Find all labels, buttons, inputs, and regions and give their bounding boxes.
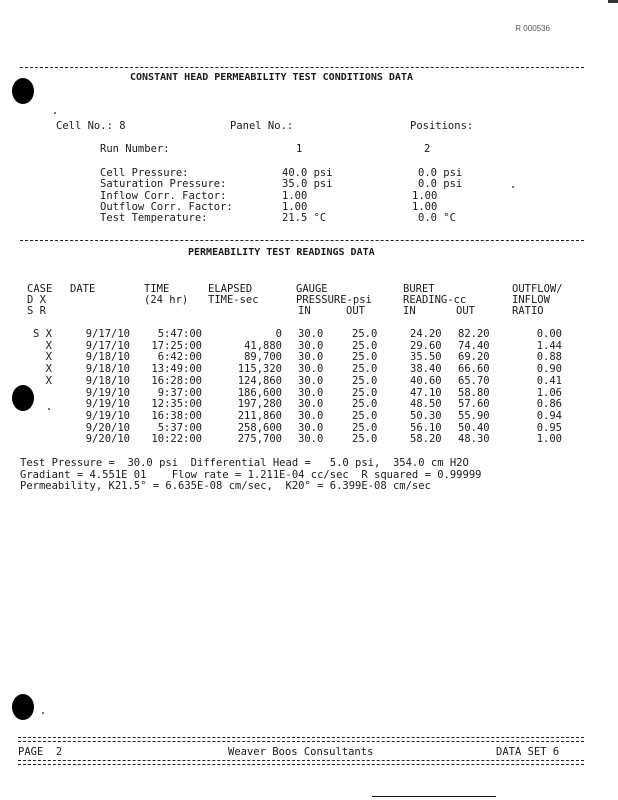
condition-value-run1: 1.00 (282, 190, 308, 202)
summary-line-1: Test Pressure = 30.0 psi Differential Head = 5.0 psi, 354.0 cm H2O (20, 457, 469, 469)
header-case: CASE (27, 283, 53, 295)
cell-gauge-in: 30.0 (298, 433, 324, 446)
cell-buret-in: 38.40 (410, 363, 442, 376)
cell-time: 13:49:00 (151, 363, 202, 376)
condition-label: Outflow Corr. Factor: (100, 201, 233, 213)
punch-hole-top (12, 78, 34, 104)
document-id: R 000536 (515, 24, 550, 33)
cell-case: X (45, 339, 52, 352)
cell-time: 6:42:00 (157, 351, 202, 364)
cell-time: 5:47:00 (157, 328, 202, 340)
cell-elapsed: 186,600 (237, 386, 282, 399)
header-time: TIME (144, 283, 170, 295)
cell-ratio: 1.44 (536, 339, 562, 352)
punch-hole-bottom (12, 694, 34, 720)
cell-buret-out: 82.20 (458, 328, 490, 340)
run-number-label: Run Number: (100, 143, 170, 155)
summary-line-3: Permeability, K21.5° = 6.635E-08 cm/sec, K20° = 6.399E-08 cm/sec (20, 480, 431, 492)
cell-ratio: 1.00 (536, 433, 562, 446)
cell-time: 5:37:00 (157, 421, 202, 434)
cell-date: 9/18/10 (85, 363, 130, 376)
cell-buret-in: 40.60 (410, 374, 442, 387)
cell-time: 12:35:00 (151, 398, 202, 411)
header-date: DATE (70, 283, 96, 295)
cell-gauge-out: 25.0 (352, 433, 378, 446)
cell-gauge-out: 25.0 (352, 421, 378, 434)
cell-gauge-in: 30.0 (298, 363, 324, 376)
cell-time: 16:28:00 (151, 374, 202, 387)
cell-buret-out: 50.40 (458, 421, 490, 434)
cell-gauge-in: 30.0 (298, 328, 324, 340)
cell-gauge-out: 25.0 (352, 374, 378, 387)
cell-ratio: 1.06 (536, 386, 562, 399)
cell-case: X (45, 351, 52, 364)
cell-case: S X (33, 328, 52, 340)
cell-gauge-out: 25.0 (352, 351, 378, 364)
scan-speck (54, 112, 56, 114)
cell-time: 10:22:00 (151, 433, 202, 446)
header-gauge-in: IN (298, 305, 311, 317)
summary-line-2: Gradiant = 4.551E 01 Flow rate = 1.211E-04 cc/sec R squared = 0.99999 (20, 469, 482, 481)
cell-date: 9/18/10 (85, 351, 130, 364)
cell-ratio: 0.95 (536, 421, 562, 434)
condition-value-run1: 35.0 psi (282, 178, 333, 190)
cell-gauge-out: 25.0 (352, 398, 378, 411)
condition-value-run1: 1.00 (282, 201, 308, 213)
cell-buret-in: 56.10 (410, 421, 442, 434)
scan-speck (48, 408, 50, 410)
signature-line (372, 796, 496, 797)
run-value-2: 2 (424, 143, 431, 155)
run-value-1: 1 (296, 143, 303, 155)
condition-value-run2: 1.00 (412, 190, 438, 202)
positions-label: Positions: (410, 120, 474, 132)
cell-buret-in: 58.20 (410, 433, 442, 446)
header-elapsed-unit: TIME-sec (208, 294, 259, 306)
panel-number: Panel No.: (230, 120, 294, 132)
cell-date: 9/19/10 (85, 386, 130, 399)
cell-date: 9/18/10 (85, 374, 130, 387)
cell-elapsed: 0 (275, 328, 282, 340)
condition-label: Cell Pressure: (100, 167, 189, 179)
cell-gauge-in: 30.0 (298, 351, 324, 364)
condition-label: Inflow Corr. Factor: (100, 190, 227, 202)
cell-buret-out: 65.70 (458, 374, 490, 387)
condition-value-run1: 21.5 °C (282, 212, 327, 224)
header-gauge-unit: PRESSURE-psi (296, 294, 372, 306)
cell-date: 9/17/10 (85, 339, 130, 352)
header-gauge: GAUGE (296, 283, 328, 295)
footer-company: Weaver Boos Consultants (228, 746, 374, 758)
header-ratio-label: RATIO (512, 305, 544, 317)
footer-page: PAGE 2 (18, 746, 63, 758)
cell-time: 16:38:00 (151, 409, 202, 422)
cell-ratio: 0.94 (536, 409, 562, 422)
cell-gauge-out: 25.0 (352, 339, 378, 352)
cell-buret-in: 29.60 (410, 339, 442, 352)
punch-hole-middle (12, 385, 34, 411)
cell-gauge-out: 25.0 (352, 328, 378, 340)
cell-buret-in: 50.30 (410, 409, 442, 422)
scan-speck (42, 712, 44, 714)
top-divider (20, 67, 584, 68)
header-ratio-inflow: INFLOW (512, 294, 550, 306)
cell-buret-out: 48.30 (458, 433, 490, 446)
middle-divider (20, 240, 584, 241)
condition-label: Saturation Pressure: (100, 178, 227, 190)
cell-gauge-in: 30.0 (298, 421, 324, 434)
cell-gauge-in: 30.0 (298, 409, 324, 422)
cell-ratio: 0.86 (536, 398, 562, 411)
cell-gauge-out: 25.0 (352, 409, 378, 422)
cell-elapsed: 258,600 (237, 421, 282, 434)
cell-gauge-in: 30.0 (298, 339, 324, 352)
cell-elapsed: 124,860 (237, 374, 282, 387)
cell-time: 17:25:00 (151, 339, 202, 352)
cell-elapsed: 275,700 (237, 433, 282, 446)
header-time-unit: (24 hr) (144, 294, 189, 306)
cell-elapsed: 211,860 (237, 409, 282, 422)
conditions-title: CONSTANT HEAD PERMEABILITY TEST CONDITIONS DATA (130, 72, 413, 83)
condition-value-run2: 0.0 psi (418, 178, 463, 190)
cell-case: X (45, 374, 52, 387)
cell-date: 9/20/10 (85, 433, 130, 446)
cell-date: 9/17/10 (85, 328, 130, 340)
cell-buret-out: 66.60 (458, 363, 490, 376)
cell-buret-in: 24.20 (410, 328, 442, 340)
cell-gauge-in: 30.0 (298, 386, 324, 399)
header-buret: BURET (403, 283, 435, 295)
cell-buret-in: 47.10 (410, 386, 442, 399)
scan-speck (512, 186, 514, 188)
cell-elapsed: 197,280 (237, 398, 282, 411)
cell-buret-out: 74.40 (458, 339, 490, 352)
header-ratio: OUTFLOW/ (512, 283, 563, 295)
cell-elapsed: 115,320 (237, 363, 282, 376)
cell-elapsed: 89,700 (244, 351, 282, 364)
header-gauge-out: OUT (346, 305, 365, 317)
condition-value-run2: 1.00 (412, 201, 438, 213)
cell-buret-in: 35.50 (410, 351, 442, 364)
header-case-sr: S R (27, 305, 46, 317)
header-buret-out: OUT (456, 305, 475, 317)
cell-gauge-in: 30.0 (298, 374, 324, 387)
header-case-dx: D X (27, 294, 46, 306)
condition-label: Test Temperature: (100, 212, 208, 224)
cell-ratio: 0.41 (536, 374, 562, 387)
condition-value-run2: 0.0 psi (418, 167, 463, 179)
footer-dataset: DATA SET 6 (496, 746, 560, 758)
cell-buret-out: 58.80 (458, 386, 490, 399)
footer-bottom-rule (18, 760, 584, 765)
cell-number: Cell No.: 8 (56, 120, 126, 132)
header-buret-in: IN (403, 305, 416, 317)
cell-date: 9/19/10 (85, 398, 130, 411)
condition-value-run1: 40.0 psi (282, 167, 333, 179)
cell-ratio: 0.90 (536, 363, 562, 376)
cell-gauge-out: 25.0 (352, 363, 378, 376)
corner-mark (608, 0, 618, 3)
cell-gauge-in: 30.0 (298, 398, 324, 411)
cell-buret-out: 55.90 (458, 409, 490, 422)
cell-buret-out: 57.60 (458, 398, 490, 411)
cell-buret-in: 48.50 (410, 398, 442, 411)
cell-buret-out: 69.20 (458, 351, 490, 364)
header-elapsed: ELAPSED (208, 283, 253, 295)
readings-title: PERMEABILITY TEST READINGS DATA (188, 247, 375, 258)
cell-time: 9:37:00 (157, 386, 202, 399)
cell-gauge-out: 25.0 (352, 386, 378, 399)
cell-elapsed: 41,880 (244, 339, 282, 352)
cell-ratio: 0.88 (536, 351, 562, 364)
condition-value-run2: 0.0 °C (418, 212, 456, 224)
cell-date: 9/20/10 (85, 421, 130, 434)
footer-top-rule (18, 737, 584, 742)
cell-date: 9/19/10 (85, 409, 130, 422)
header-buret-unit: READING-cc (403, 294, 467, 306)
cell-case: X (45, 363, 52, 376)
cell-ratio: 0.00 (536, 328, 562, 340)
